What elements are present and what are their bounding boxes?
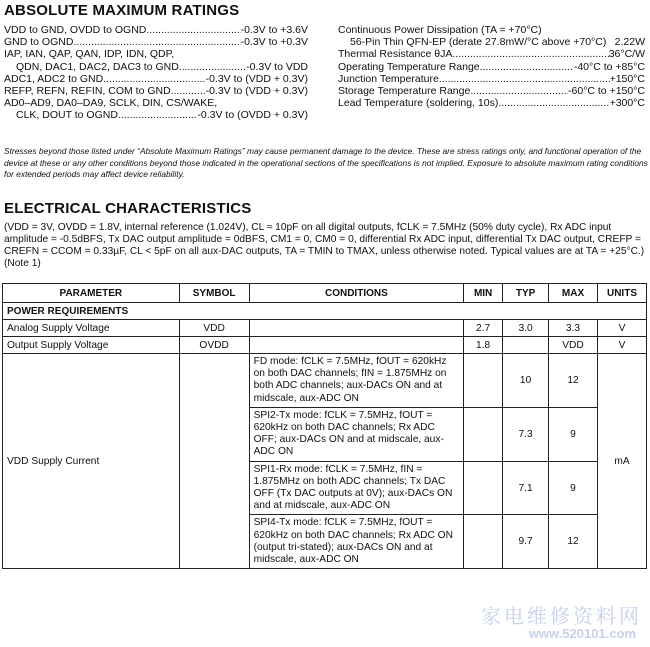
section-power-requirements: POWER REQUIREMENTS	[3, 303, 647, 320]
rating-label: ADC1, ADC2 to GND	[4, 72, 104, 85]
rating-value: -60°C to +150°C	[568, 85, 645, 98]
rating-value: -40°C to +85°C	[573, 60, 645, 73]
rating-label: Operating Temperature Range	[338, 60, 480, 73]
row-min: 1.8	[464, 337, 503, 354]
rating-label: QDN, DAC1, DAC2, DAC3 to GND	[16, 60, 179, 73]
watermark-url: www.520101.com	[528, 626, 636, 641]
rating-value: -0.3V to (VDD + 0.3V)	[205, 85, 308, 98]
rating-value: +300°C	[609, 97, 645, 110]
dot-leader	[103, 73, 205, 85]
row-unit: V	[597, 337, 646, 354]
supply-current-unit: mA	[597, 354, 646, 569]
rating-value: 2.22W	[614, 36, 645, 49]
mode-cond: SPI1-Rx mode: fCLK = 7.5MHz, fIN = 1.875MHz on both ADC channels; Tx DAC OFF (Tx DAC outputs at 0V); aux-DACs ON and at midscale, aux-ADC ON	[249, 461, 464, 515]
rating-value: 36°C/W	[608, 48, 645, 61]
section-row	[3, 303, 647, 320]
table-row	[3, 354, 647, 408]
rating-label: REFP, REFN, REFIN, COM to GND	[4, 85, 171, 98]
rating-row	[4, 48, 308, 60]
header-min: MIN	[464, 284, 503, 303]
dot-leader	[439, 73, 610, 85]
row-cond	[249, 320, 464, 337]
mode-min	[464, 354, 503, 408]
row-typ: 3.0	[503, 320, 549, 337]
row-param: Output Supply Voltage	[3, 337, 180, 354]
rating-row	[4, 97, 308, 109]
row-min: 2.7	[464, 320, 503, 337]
rating-label: Junction Temperature	[338, 72, 439, 85]
mode-max: 9	[549, 461, 598, 515]
supply-current-param: VDD Supply Current	[3, 354, 180, 569]
mode-cond: SPI2-Tx mode: fCLK = 7.5MHz, fOUT = 620kHz on both DAC channels; Rx ADC OFF; aux-DACs ON and at midscale, aux-ADC ON	[249, 407, 464, 461]
conditions-intro: (VDD = 3V, OVDD = 1.8V, internal reference (1.024V), CL ≈ 10pF on all digital outputs, fCLK = 7.5MHz (50% duty cycle), Rx ADC input amplitude = -0.5dBFS, Tx DAC output amplitude = 0dBFS, CM1 = 0, CM0 = 0, differential Rx ADC input, differential Tx DAC output, CREFP = CREFN = CCOM = 0.33µF, CL < 5pF on all aux-DAC outputs, TA = TMIN to TMAX, unless otherwise noted. Typical values are at TA = +25°C.) (Note 1)	[4, 222, 645, 269]
dot-leader	[118, 109, 197, 121]
rating-value: -0.3V to +0.3V	[240, 36, 308, 49]
mode-max: 12	[549, 354, 598, 408]
mode-typ: 10	[503, 354, 549, 408]
rating-row	[4, 61, 308, 73]
dot-leader	[179, 61, 246, 73]
supply-current-symbol	[179, 354, 249, 569]
row-cond	[249, 337, 464, 354]
rating-label: Continuous Power Dissipation (TA = +70°C)	[338, 24, 542, 36]
table-header-row	[3, 284, 647, 303]
rating-row	[338, 48, 645, 60]
mode-min	[464, 407, 503, 461]
stress-note: Stresses beyond those listed under “Absolute Maximum Ratings” may cause permanent damage to the device. These are stress ratings only, and functional operation of the device at these or any other conditions beyond those indicated in the operational sections of the specifications is not implied. Exposure to absolute maximum rating conditions for extended periods may affect device reliability.	[4, 146, 648, 180]
electrical-characteristics-table	[2, 283, 647, 569]
rating-value: -0.3V to (VDD + 0.3V)	[205, 72, 308, 85]
rating-row	[4, 24, 308, 36]
row-symbol: OVDD	[179, 337, 249, 354]
rating-row	[338, 73, 645, 85]
dot-leader	[452, 48, 608, 60]
dot-leader	[606, 36, 614, 48]
rating-value: +150°C	[609, 72, 645, 85]
dot-leader	[470, 85, 568, 97]
rating-label: AD0–AD9, DA0–DA9, SCLK, DIN, CS/WAKE,	[4, 97, 218, 110]
mode-min	[464, 461, 503, 515]
watermark-text: 家电维修资料网	[481, 604, 642, 628]
dot-leader	[73, 36, 240, 48]
rating-label: Lead Temperature (soldering, 10s)	[338, 97, 499, 110]
table-row	[3, 337, 647, 354]
rating-row	[338, 97, 645, 109]
rating-value: -0.3V to +3.6V	[240, 24, 308, 36]
rating-label: Thermal Resistance θJA	[338, 48, 453, 61]
rating-label: Storage Temperature Range	[338, 85, 471, 98]
header-typ: TYP	[503, 284, 549, 303]
rating-label: IAP, IAN, QAP, QAN, IDP, IDN, QDP,	[4, 48, 175, 61]
rating-row	[338, 61, 645, 73]
mode-cond: SPI4-Tx mode: fCLK = 7.5MHz, fOUT = 620kHz on both DAC channels; Rx ADC ON (output tri-stated); aux-DACs ON and at midscale, aux-ADC ON	[249, 515, 464, 569]
mode-typ: 7.3	[503, 407, 549, 461]
rating-row	[4, 85, 308, 97]
row-symbol: VDD	[179, 320, 249, 337]
dot-leader	[171, 85, 206, 97]
rating-value: -0.3V to VDD	[246, 60, 308, 73]
rating-value: -0.3V to (OVDD + 0.3V)	[197, 109, 308, 122]
row-typ	[503, 337, 549, 354]
amr-left-column	[4, 24, 308, 122]
header-symbol: SYMBOL	[179, 284, 249, 303]
mode-typ: 9.7	[503, 515, 549, 569]
electrical-characteristics-title: ELECTRICAL CHARACTERISTICS	[4, 200, 252, 217]
rating-label: GND to OGND	[4, 36, 74, 49]
rating-row	[4, 73, 308, 85]
rating-row	[4, 36, 308, 48]
row-unit: V	[597, 320, 646, 337]
rating-row	[338, 85, 645, 97]
mode-max: 12	[549, 515, 598, 569]
header-parameter: PARAMETER	[3, 284, 180, 303]
rating-row	[4, 109, 308, 121]
row-max: 3.3	[549, 320, 598, 337]
mode-typ: 7.1	[503, 461, 549, 515]
absolute-maximum-ratings-title: ABSOLUTE MAXIMUM RATINGS	[4, 2, 240, 19]
header-max: MAX	[549, 284, 598, 303]
rating-label: VDD to GND, OVDD to OGND	[4, 24, 147, 36]
rating-label: 56-Pin Thin QFN-EP (derate 27.8mW/°C above +70°C)	[350, 36, 607, 49]
rating-label: CLK, DOUT to OGND	[16, 109, 118, 122]
table-row	[3, 320, 647, 337]
dot-leader	[480, 61, 574, 73]
header-conditions: CONDITIONS	[249, 284, 464, 303]
rating-row	[338, 36, 645, 48]
amr-right-column	[338, 24, 645, 109]
row-param: Analog Supply Voltage	[3, 320, 180, 337]
dot-leader	[498, 97, 609, 109]
header-units: UNITS	[597, 284, 646, 303]
mode-cond: FD mode: fCLK = 7.5MHz, fOUT = 620kHz on both DAC channels; fIN = 1.875MHz on both ADC channels; aux-DACs ON and at midscale, aux-ADC ON	[249, 354, 464, 408]
mode-min	[464, 515, 503, 569]
dot-leader	[146, 24, 240, 36]
rating-row	[338, 24, 645, 36]
mode-max: 9	[549, 407, 598, 461]
row-max: VDD	[549, 337, 598, 354]
